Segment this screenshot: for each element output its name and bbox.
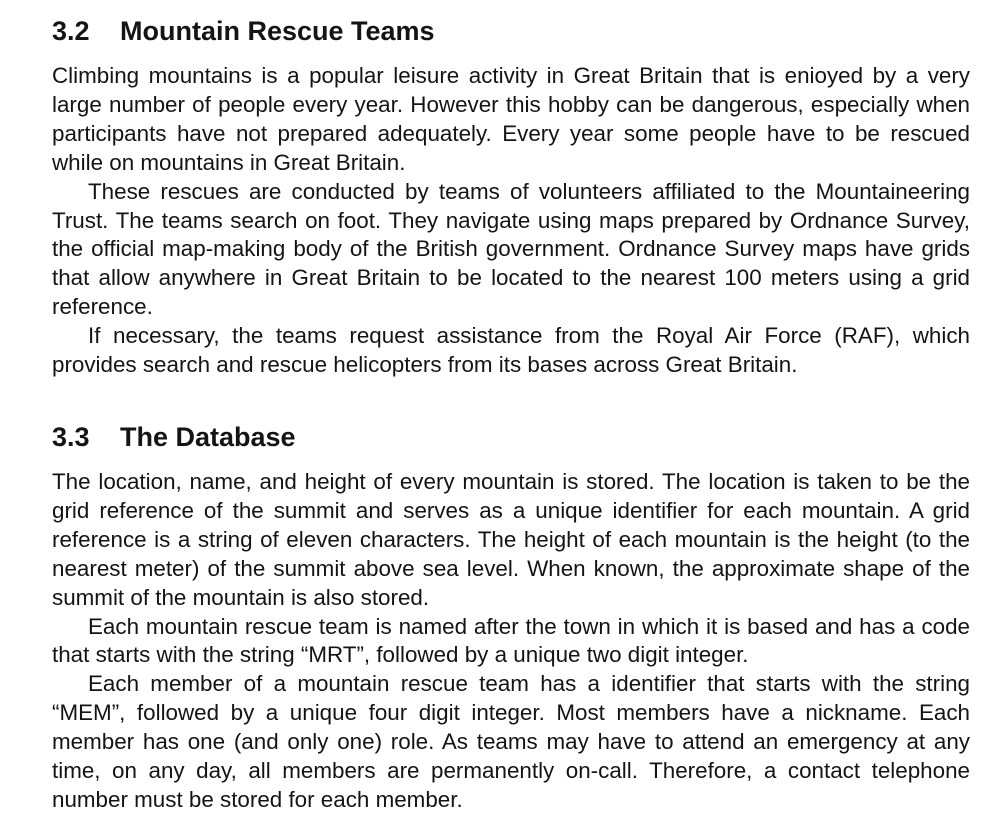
paragraph: If necessary, the teams request assistance from the Royal Air Force (RAF), which provides search and rescue helicopters from its bases across Great Britain. — [52, 323, 970, 378]
paragraph: Climbing mountains is a popular leisure activity in Great Britain that is enioyed by a very large number of people every year. However this hobby can be dangerous, especially when participants have not prepared adequately. Every year some people have to be rescued while on mountains in Great Britain. — [52, 63, 970, 175]
section-title: The Database — [120, 421, 296, 452]
document-page — [52, 10, 970, 815]
paragraph: The location, name, and height of every mountain is stored. The location is taken to be the grid reference of the summit and serves as a unique identifier for each mountain. A grid reference is a string of eleven characters. The height of each mountain is the height (to the nearest meter) of the summit above sea level. When known, the approximate shape of the summit of the mountain is also stored. — [52, 468, 970, 610]
section-title: Mountain Rescue Teams — [120, 16, 435, 46]
section-number: 3.3 — [52, 421, 90, 452]
section-heading-the-database — [52, 418, 970, 456]
section-heading-mountain-rescue-teams — [52, 12, 970, 50]
paragraph: Each member of a mountain rescue team has a identifier that starts with the string “MEM”, followed by a unique four digit integer. Most members have a nickname. Each member has one (and only one) role. As teams may have to attend an emergency at any time, on any day, all members are permanently on-call. Therefore, a contact telephone number must be stored for each member. — [52, 671, 970, 812]
paragraph: These rescues are conducted by teams of volunteers affiliated to the Mountaineering Trust. The teams search on foot. They navigate using maps prepared by Ordnance Survey, the official map-making body of the British government. Ordnance Survey maps have grids that allow anywhere in Great Britain to be located to the nearest 100 meters using a grid reference. — [52, 178, 970, 320]
section-number: 3.2 — [52, 16, 90, 46]
paragraph: Each mountain rescue team is named after the town in which it is based and has a code that starts with the string “MRT”, followed by a unique two digit integer. — [52, 613, 970, 668]
